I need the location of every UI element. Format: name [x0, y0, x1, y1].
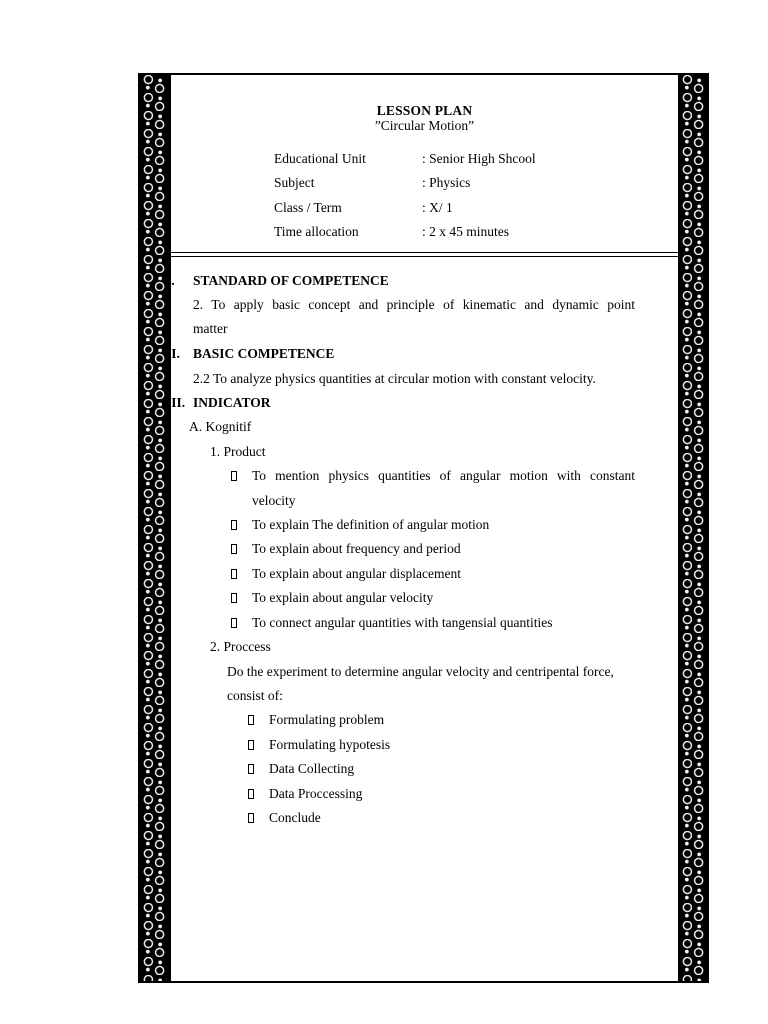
bullet-icon — [231, 569, 237, 579]
section-title-standard-of-competence: STANDARD OF COMPETENCE — [193, 273, 389, 288]
meta-label: Educational Unit — [274, 151, 366, 166]
bullet-icon — [231, 544, 237, 554]
meta-value: : Physics — [422, 175, 471, 190]
subsection-process: 2. Proccess — [210, 639, 271, 654]
basic-competence-text: 2.2 To analyze physics quantities at circular motion with constant velocity. — [193, 371, 596, 386]
process-text-continued: consist of: — [227, 688, 283, 703]
meta-value: : X/ 1 — [422, 200, 453, 215]
section-title-basic-competence: BASIC COMPETENCE — [193, 346, 335, 361]
list-item: Data Collecting — [269, 761, 355, 776]
bullet-icon — [231, 593, 237, 603]
meta-label: Subject — [274, 175, 315, 190]
list-item: To explain about frequency and period — [252, 541, 461, 556]
divider-bottom — [171, 256, 678, 257]
bullet-icon — [231, 618, 237, 628]
section-number: III. — [166, 395, 186, 410]
page-content — [166, 75, 678, 981]
bullet-icon — [248, 813, 254, 823]
list-item: Formulating problem — [269, 712, 385, 727]
section-number: II. — [166, 346, 180, 361]
page-subtitle: ”Circular Motion” — [374, 118, 475, 133]
list-item: To connect angular quantities with tangensial quantities — [252, 615, 553, 630]
list-item: To explain about angular velocity — [252, 590, 434, 605]
meta-label: Time allocation — [274, 224, 359, 239]
bullet-icon — [248, 740, 254, 750]
list-item: To mention physics quantities of angular motion with constant — [252, 468, 635, 483]
list-item: To explain The definition of angular motion — [252, 517, 490, 532]
competence-text-continued: matter — [193, 321, 228, 336]
bullet-icon — [231, 471, 237, 481]
bullet-icon — [248, 715, 254, 725]
meta-value: : Senior High Shcool — [422, 151, 536, 166]
page-title: LESSON PLAN — [376, 103, 473, 118]
bullet-icon — [248, 789, 254, 799]
meta-value: : 2 x 45 minutes — [422, 224, 509, 239]
list-item-continued: velocity — [252, 493, 296, 508]
competence-text: 2. To apply basic concept and principle of kinematic and dynamic point — [193, 297, 635, 312]
divider-top — [171, 252, 678, 253]
decorative-border-left — [140, 75, 168, 981]
subsection-kognitif: A. Kognitif — [189, 419, 252, 434]
list-item: Conclude — [269, 810, 321, 825]
decorative-border-right — [679, 75, 707, 981]
meta-label: Class / Term — [274, 200, 342, 215]
list-item: To explain about angular displacement — [252, 566, 461, 581]
section-title-indicator: INDICATOR — [193, 395, 271, 410]
list-item: Data Proccessing — [269, 786, 363, 801]
subsection-product: 1. Product — [210, 444, 266, 459]
bullet-icon — [248, 764, 254, 774]
process-text: Do the experiment to determine angular velocity and centripental force, — [227, 664, 614, 679]
bullet-icon — [231, 520, 237, 530]
list-item: Formulating hypotesis — [269, 737, 391, 752]
document-page — [138, 73, 709, 983]
section-number: I. — [166, 273, 175, 288]
